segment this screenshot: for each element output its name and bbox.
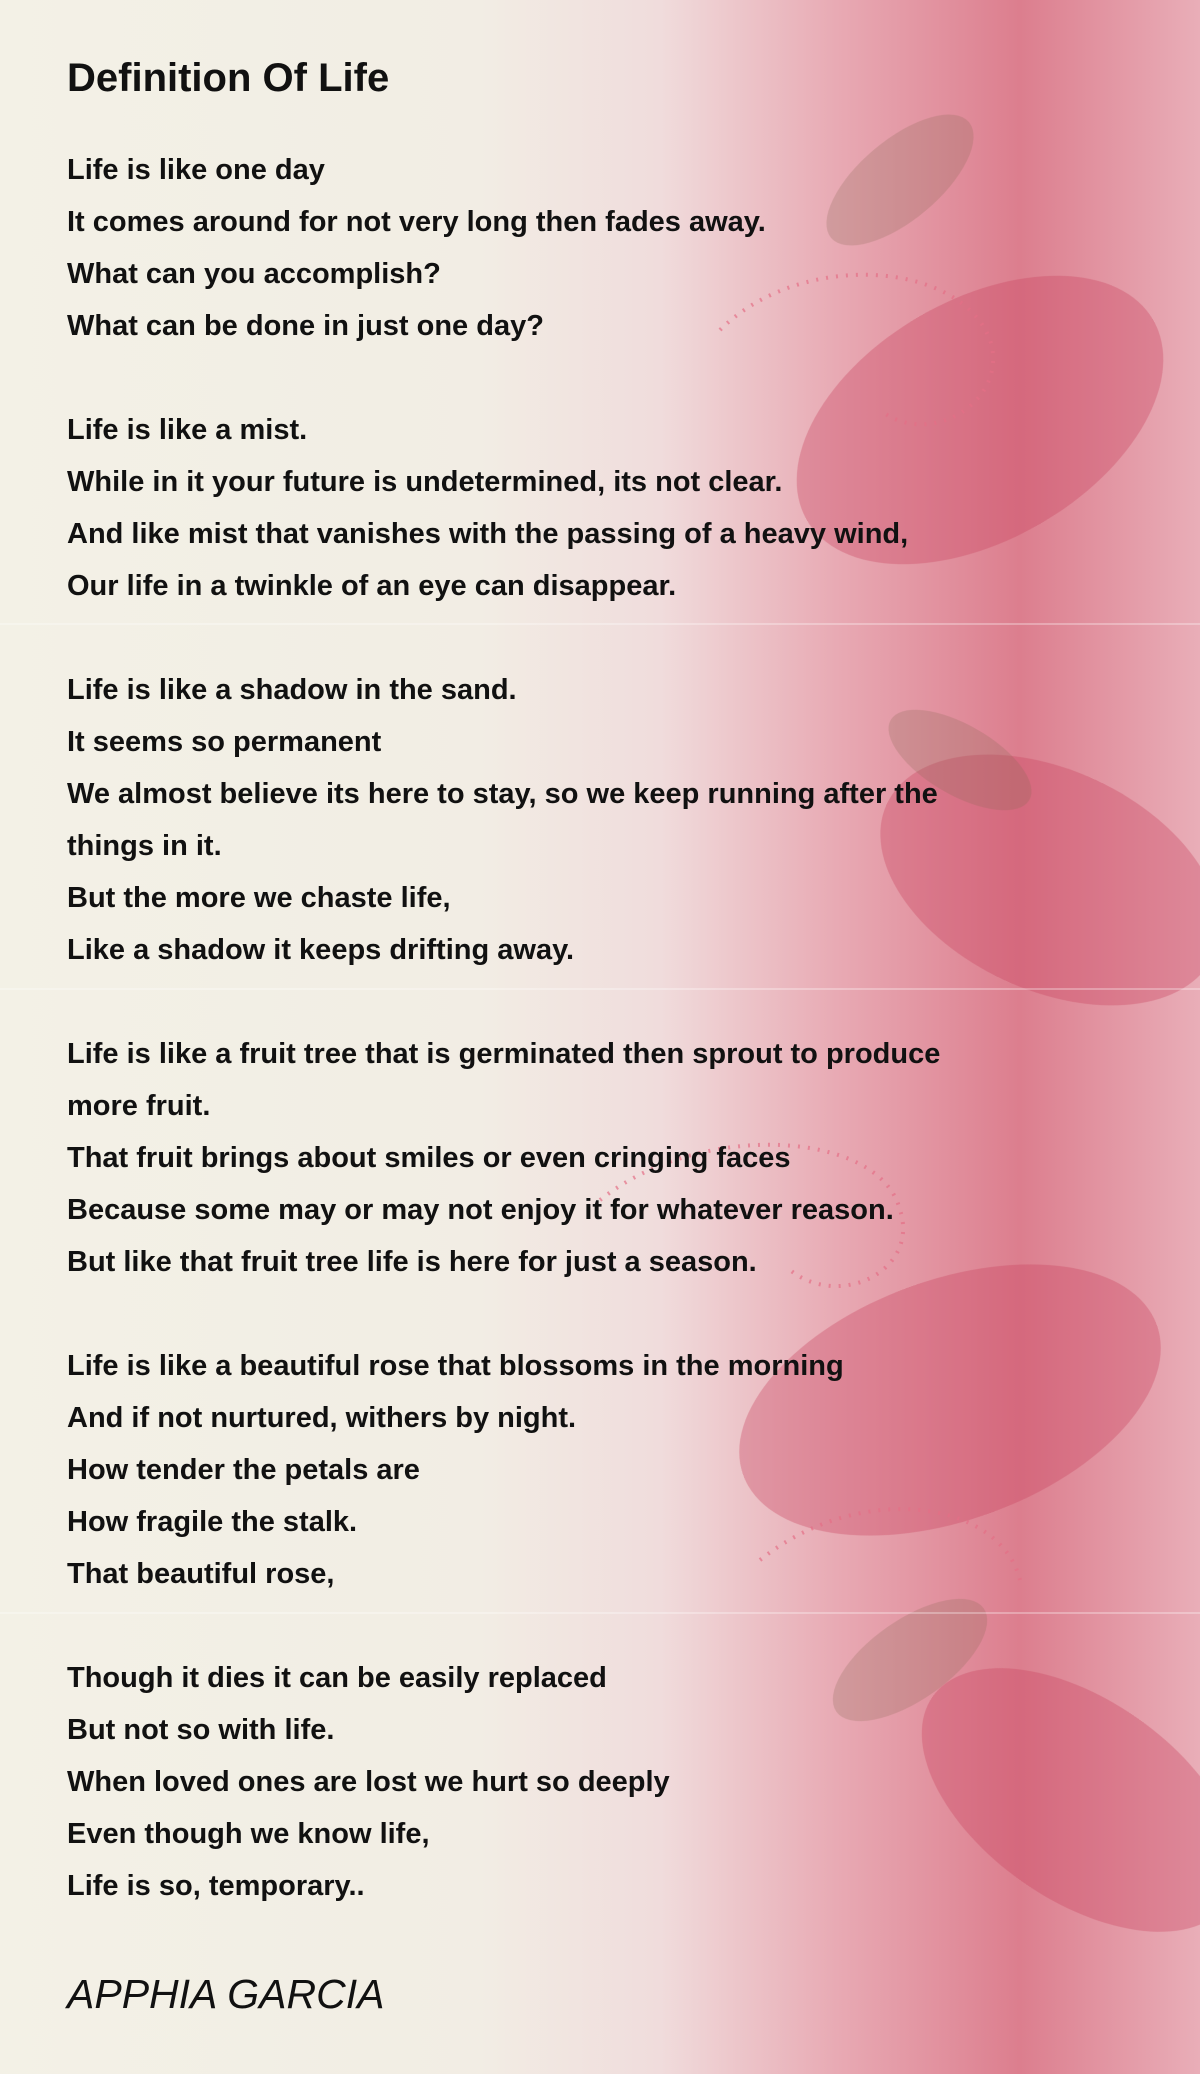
poem-line: And like mist that vanishes with the passing of a heavy wind, <box>67 518 909 550</box>
poem-line: How tender the petals are <box>67 1454 420 1486</box>
poem-line: When loved ones are lost we hurt so deeply <box>67 1766 670 1798</box>
stanza-2 <box>67 404 1077 612</box>
stanza-1 <box>67 144 1077 352</box>
poem-line: But not so with life. <box>67 1714 335 1746</box>
poem-line: Life is like a mist. <box>67 414 308 446</box>
poem-line: Life is like a shadow in the sand. <box>67 674 517 706</box>
poem-line: And if not nurtured, withers by night. <box>67 1402 577 1434</box>
stanza-4 <box>67 1028 1077 1288</box>
poem-line: We almost believe its here to stay, so we keep running after the <box>67 778 938 810</box>
poem-line: Life is like one day <box>67 154 325 186</box>
poem-line: things in it. <box>67 830 222 862</box>
poem-line: Even though we know life, <box>67 1818 430 1850</box>
poem-line: What can be done in just one day? <box>67 310 544 342</box>
poem-line: Life is so, temporary.. <box>67 1870 365 1902</box>
stanza-3 <box>67 664 1077 976</box>
poem-line: Life is like a fruit tree that is germinated then sprout to produce <box>67 1038 941 1070</box>
poem-author: APPHIA GARCIA <box>67 1971 385 2017</box>
poem-line: It comes around for not very long then fades away. <box>67 206 766 238</box>
poem-line: That beautiful rose, <box>67 1558 335 1590</box>
poem-line: Our life in a twinkle of an eye can disappear. <box>67 570 677 602</box>
poem-line: more fruit. <box>67 1090 211 1122</box>
stanza-5 <box>67 1340 1077 1600</box>
poem-line: What can you accomplish? <box>67 258 441 290</box>
poem-line: But the more we chaste life, <box>67 882 451 914</box>
poem-line: Like a shadow it keeps drifting away. <box>67 934 575 966</box>
poem-title: Definition Of Life <box>67 56 390 100</box>
poem-line: Life is like a beautiful rose that blossoms in the morning <box>67 1350 844 1382</box>
poem-line: That fruit brings about smiles or even cringing faces <box>67 1142 791 1174</box>
stanza-6 <box>67 1652 1077 1912</box>
poem-line: Though it dies it can be easily replaced <box>67 1662 607 1694</box>
poem-line: But like that fruit tree life is here for just a season. <box>67 1246 757 1278</box>
poem-line: While in it your future is undetermined, its not clear. <box>67 466 783 498</box>
poem-line: It seems so permanent <box>67 726 382 758</box>
poem-line: How fragile the stalk. <box>67 1506 358 1538</box>
poem-line: Because some may or may not enjoy it for whatever reason. <box>67 1194 894 1226</box>
poem <box>67 50 1077 2024</box>
